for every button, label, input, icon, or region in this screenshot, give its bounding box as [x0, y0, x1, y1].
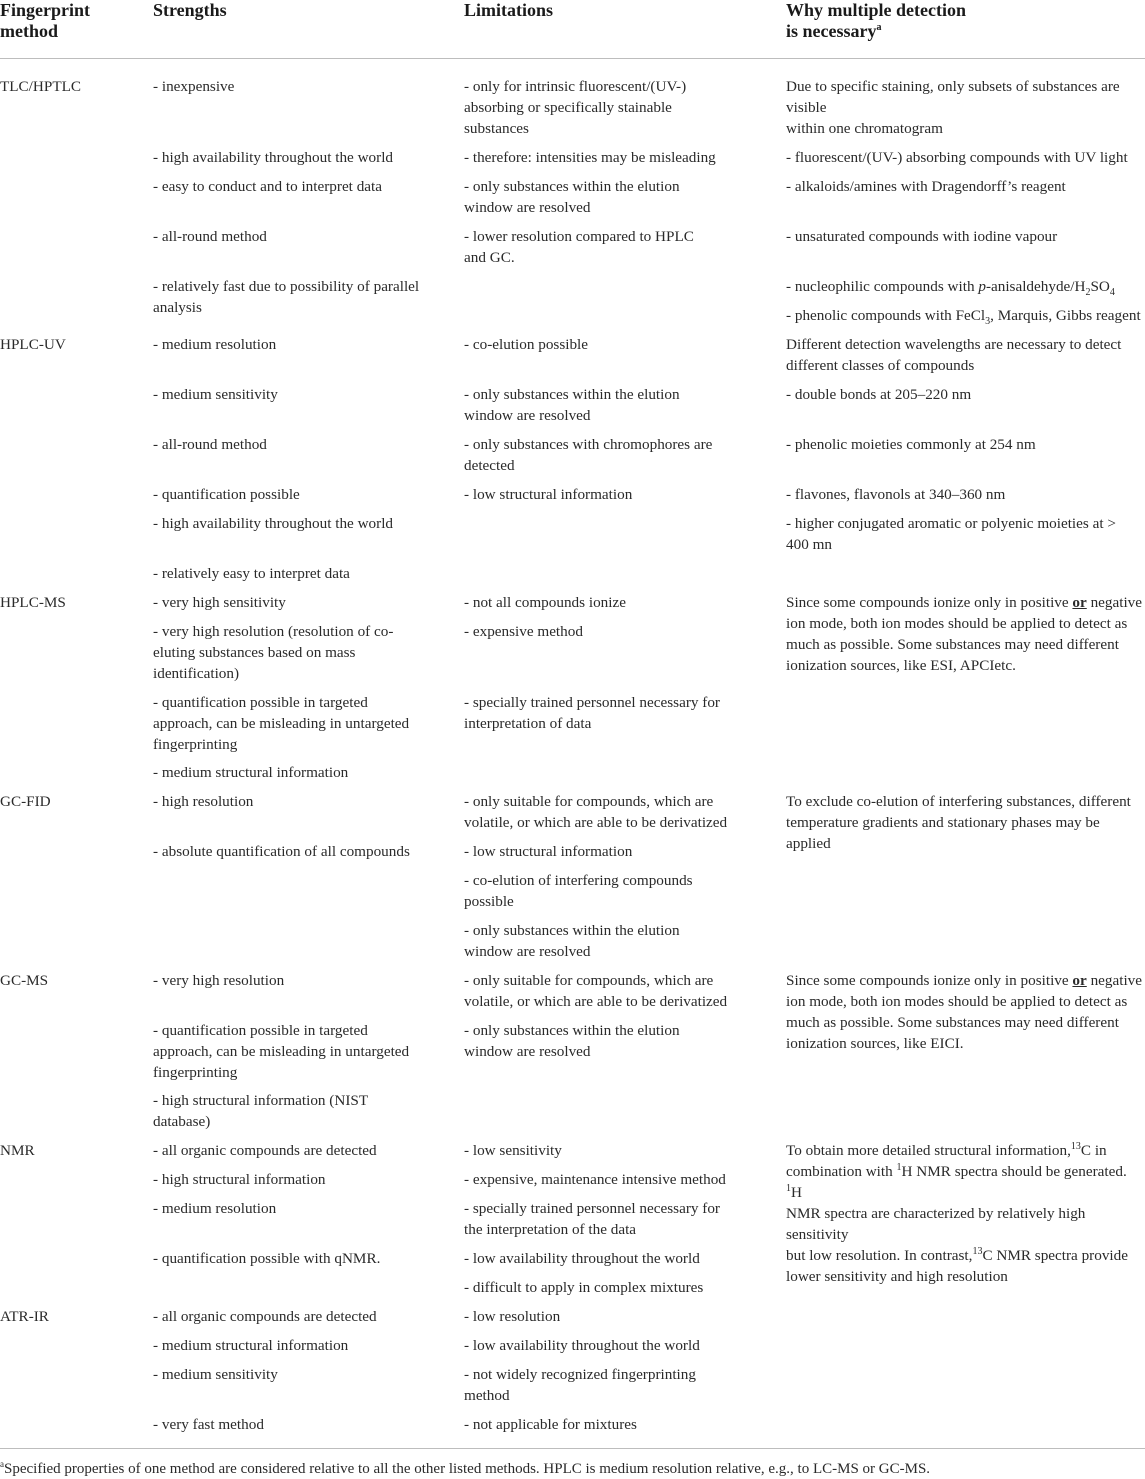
strength-item: [153, 276, 419, 318]
strength-line: database): [153, 1113, 211, 1130]
header-method-line2: method: [0, 21, 58, 41]
why-line: ionization sources, like EICI.: [786, 1035, 964, 1052]
why-line: ion mode, both ion modes should be applied to detect as: [786, 615, 1128, 632]
limitation-item: [464, 1198, 720, 1240]
why-frag: - phenolic compounds with FeCl: [786, 307, 986, 324]
why-text: [786, 1140, 1145, 1287]
why-emphasis: or: [1072, 972, 1087, 989]
why-frag: negative: [1086, 594, 1143, 611]
strength-line: fingerprinting: [153, 1064, 238, 1081]
limitation-line: the interpretation of the data: [464, 1221, 637, 1238]
header-strengths: Strengths: [153, 0, 227, 20]
why-line: [786, 1140, 1145, 1161]
strength-item: - high availability throughout the world: [153, 149, 394, 166]
limitation-line: possible: [464, 893, 514, 910]
why-frag: H NMR spectra should be generated.: [901, 1163, 1127, 1180]
why-text: [786, 76, 1145, 139]
strength-item: [153, 1020, 409, 1083]
method-cell: TLC/HPTLC: [0, 78, 82, 95]
why-item: [786, 276, 1115, 297]
strength-item: - medium structural information: [153, 1337, 349, 1354]
limitation-item: - expensive, maintenance intensive method: [464, 1171, 726, 1188]
strength-item: - relatively easy to interpret data: [153, 565, 350, 582]
why-sub: 3: [985, 316, 991, 328]
why-text: [786, 334, 1121, 376]
table-bottom-rule: [0, 1448, 1145, 1449]
strength-line: - quantification possible in targeted: [153, 1022, 368, 1039]
limitation-line: - only substances within the elution: [464, 1022, 680, 1039]
why-sup: 13: [1070, 1140, 1081, 1152]
why-frag: To obtain more detailed structural information,: [786, 1142, 1071, 1159]
limitation-line: - only suitable for compounds, which are: [464, 793, 714, 810]
limitation-item: [464, 384, 680, 426]
strength-line: fingerprinting: [153, 736, 238, 753]
why-frag: , Marquis, Gibbs reagent: [990, 307, 1141, 324]
why-line: [786, 1245, 1145, 1266]
strength-line: - very high resolution (resolution of co-: [153, 623, 394, 640]
why-sup: 1: [786, 1182, 791, 1194]
limitation-item: - difficult to apply in complex mixtures: [464, 1279, 704, 1296]
why-line: [786, 970, 1142, 991]
why-line: much as possible. Some substances may need different: [786, 1014, 1119, 1031]
limitation-item: - expensive method: [464, 623, 583, 640]
strength-item: - medium sensitivity: [153, 1366, 278, 1383]
header-limitations: Limitations: [464, 0, 554, 20]
limitation-line: window are resolved: [464, 943, 591, 960]
method-cell: ATR-IR: [0, 1308, 49, 1325]
limitation-line: absorbing or specifically stainable: [464, 99, 672, 116]
why-frag: C in: [1080, 1142, 1107, 1159]
limitation-line: detected: [464, 457, 515, 474]
limitation-item: - therefore: intensities may be misleading: [464, 149, 716, 166]
why-line: - higher conjugated aromatic or polyenic moieties at >: [786, 515, 1116, 532]
why-item: - double bonds at 205–220 nm: [786, 386, 972, 403]
header-why-sup: a: [876, 22, 882, 33]
why-sup: 1: [896, 1161, 902, 1173]
why-item: [786, 513, 1116, 555]
limitation-item: [464, 434, 712, 476]
strength-item: - all-round method: [153, 436, 267, 453]
header-why-text: is necessary: [786, 21, 877, 41]
why-line: much as possible. Some substances may need different: [786, 636, 1119, 653]
footnote-marker: a: [0, 1459, 4, 1469]
why-line: temperature gradients and stationary phases may be applied: [786, 814, 1100, 852]
header-why-line1: Why multiple detection: [786, 0, 966, 20]
header-method-line1: Fingerprint: [0, 0, 90, 20]
strength-item: - inexpensive: [153, 78, 235, 95]
table-footnote: [0, 1455, 1145, 1479]
why-sub: 2: [1085, 287, 1091, 299]
limitation-item: - low structural information: [464, 843, 633, 860]
limitation-line: window are resolved: [464, 199, 591, 216]
table-header: [0, 0, 1145, 59]
limitation-item: [464, 1364, 696, 1406]
strength-line: approach, can be misleading in untargeted: [153, 715, 410, 732]
limitation-line: interpretation of data: [464, 715, 592, 732]
limitation-item: - co-elution possible: [464, 336, 589, 353]
limitation-line: volatile, or which are able to be derivatized: [464, 814, 728, 831]
strength-item: - all organic compounds are detected: [153, 1142, 377, 1159]
limitation-line: volatile, or which are able to be derivatized: [464, 993, 728, 1010]
limitation-item: - low resolution: [464, 1308, 561, 1325]
why-frag: -anisaldehyde/H: [985, 278, 1086, 295]
limitation-line: method: [464, 1387, 510, 1404]
method-cell: NMR: [0, 1142, 35, 1159]
limitation-line: - only substances with chromophores are: [464, 436, 713, 453]
why-frag: p: [978, 278, 986, 295]
why-line: ionization sources, like ESI, APCIetc.: [786, 657, 1016, 674]
limitation-line: - specially trained personnel necessary for: [464, 1200, 720, 1217]
header-why-multiple-detection: [786, 0, 966, 42]
limitation-item: [464, 692, 720, 734]
why-line: [786, 1161, 1145, 1203]
why-frag: Since some compounds ionize only in positive: [786, 972, 1073, 989]
strength-item: - all organic compounds are detected: [153, 1308, 377, 1325]
limitation-item: - low availability throughout the world: [464, 1337, 700, 1354]
strength-item: - quantification possible with qNMR.: [153, 1250, 381, 1267]
why-item: - alkaloids/amines with Dragendorff’s reagent: [786, 178, 1066, 195]
limitation-item: [464, 791, 727, 833]
limitation-item: - not all compounds ionize: [464, 594, 626, 611]
why-line: [786, 592, 1142, 613]
why-text: [786, 970, 1142, 1054]
why-line: To exclude co-elution of interfering substances, different: [786, 793, 1131, 810]
strength-line: analysis: [153, 299, 202, 316]
limitation-line: - not widely recognized fingerprinting: [464, 1366, 696, 1383]
limitation-line: - co-elution of interfering compounds: [464, 872, 693, 889]
why-frag: - nucleophilic compounds with: [786, 278, 979, 295]
limitation-item: - low structural information: [464, 486, 633, 503]
method-cell: GC-FID: [0, 793, 51, 810]
strength-line: - relatively fast due to possibility of parallel: [153, 278, 420, 295]
why-line: NMR spectra are characterized by relatively high sensitivity: [786, 1205, 1086, 1243]
why-item: - flavones, flavonols at 340–360 nm: [786, 486, 1006, 503]
limitation-item: - low availability throughout the world: [464, 1250, 700, 1267]
limitation-line: - lower resolution compared to HPLC: [464, 228, 694, 245]
why-frag: SO: [1090, 278, 1110, 295]
strength-item: - high availability throughout the world: [153, 515, 394, 532]
why-line: Different detection wavelengths are necessary to detect: [786, 336, 1122, 353]
strength-item: - medium structural information: [153, 764, 349, 781]
limitation-line: and GC.: [464, 249, 515, 266]
method-cell: HPLC-UV: [0, 336, 66, 353]
limitation-item: [464, 76, 686, 139]
limitation-line: - only substances within the elution: [464, 922, 680, 939]
footnote-text: Specified properties of one method are considered relative to all the other listed methods. HPLC is medium resolution relative, e.g., to LC-MS or GC-MS.: [4, 1461, 931, 1477]
strength-line: approach, can be misleading in untargeted: [153, 1043, 410, 1060]
method-cell: GC-MS: [0, 972, 49, 989]
why-frag: C NMR spectra provide: [982, 1247, 1128, 1264]
strength-item: - medium resolution: [153, 336, 277, 353]
limitation-item: [464, 920, 680, 962]
why-item: [786, 305, 1141, 326]
strength-item: - high resolution: [153, 793, 254, 810]
why-emphasis: or: [1072, 594, 1087, 611]
header-why-line2: [786, 21, 966, 42]
strength-item: - quantification possible: [153, 486, 300, 503]
limitation-item: [464, 870, 693, 912]
limitation-line: window are resolved: [464, 407, 591, 424]
strength-item: - very fast method: [153, 1416, 264, 1433]
limitation-item: [464, 226, 694, 268]
why-frag: negative: [1086, 972, 1143, 989]
limitation-item: [464, 1020, 680, 1062]
strength-item: - medium sensitivity: [153, 386, 278, 403]
strength-item: [153, 621, 393, 684]
limitation-line: - specially trained personnel necessary for: [464, 694, 720, 711]
strength-item: - easy to conduct and to interpret data: [153, 178, 382, 195]
strength-line: identification): [153, 665, 240, 682]
why-item: - unsaturated compounds with iodine vapour: [786, 228, 1058, 245]
why-item: - fluorescent/(UV-) absorbing compounds with UV light: [786, 149, 1128, 166]
limitation-line: substances: [464, 120, 529, 137]
header-fingerprint-method: [0, 0, 90, 42]
strength-item: - high structural information: [153, 1171, 326, 1188]
strength-item: - medium resolution: [153, 1200, 277, 1217]
limitation-line: window are resolved: [464, 1043, 591, 1060]
strength-line: eluting substances based on mass: [153, 644, 356, 661]
strength-item: - very high resolution: [153, 972, 285, 989]
strength-item: - all-round method: [153, 228, 267, 245]
limitation-item: [464, 176, 680, 218]
why-frag: but low resolution. In contrast,: [786, 1247, 973, 1264]
why-item: - phenolic moieties commonly at 254 nm: [786, 436, 1036, 453]
limitation-line: - only substances within the elution: [464, 178, 680, 195]
why-line: ion mode, both ion modes should be applied to detect as: [786, 993, 1128, 1010]
why-frag: H: [791, 1184, 802, 1201]
why-text: [786, 791, 1145, 854]
limitation-line: - only substances within the elution: [464, 386, 680, 403]
strength-item: - absolute quantification of all compounds: [153, 843, 410, 860]
strength-item: [153, 1090, 368, 1132]
strength-line: - quantification possible in targeted: [153, 694, 368, 711]
why-line: 400 mn: [786, 536, 832, 553]
limitation-line: - only for intrinsic fluorescent/(UV-): [464, 78, 687, 95]
limitation-line: - only suitable for compounds, which are: [464, 972, 714, 989]
method-cell: HPLC-MS: [0, 594, 66, 611]
strength-item: [153, 692, 409, 755]
strength-line: - high structural information (NIST: [153, 1092, 369, 1109]
why-sub: 4: [1109, 287, 1115, 299]
limitation-item: [464, 970, 727, 1012]
why-line: Due to specific staining, only subsets of substances are visible: [786, 78, 1120, 116]
why-line: lower sensitivity and high resolution: [786, 1268, 1008, 1285]
why-frag: combination with: [786, 1163, 897, 1180]
why-frag: Since some compounds ionize only in positive: [786, 594, 1073, 611]
limitation-item: - low sensitivity: [464, 1142, 562, 1159]
why-text: [786, 592, 1142, 676]
limitation-item: - not applicable for mixtures: [464, 1416, 637, 1433]
why-line: different classes of compounds: [786, 357, 975, 374]
why-sup: 13: [972, 1245, 983, 1257]
strength-item: - very high sensitivity: [153, 594, 286, 611]
why-line: within one chromatogram: [786, 120, 943, 137]
